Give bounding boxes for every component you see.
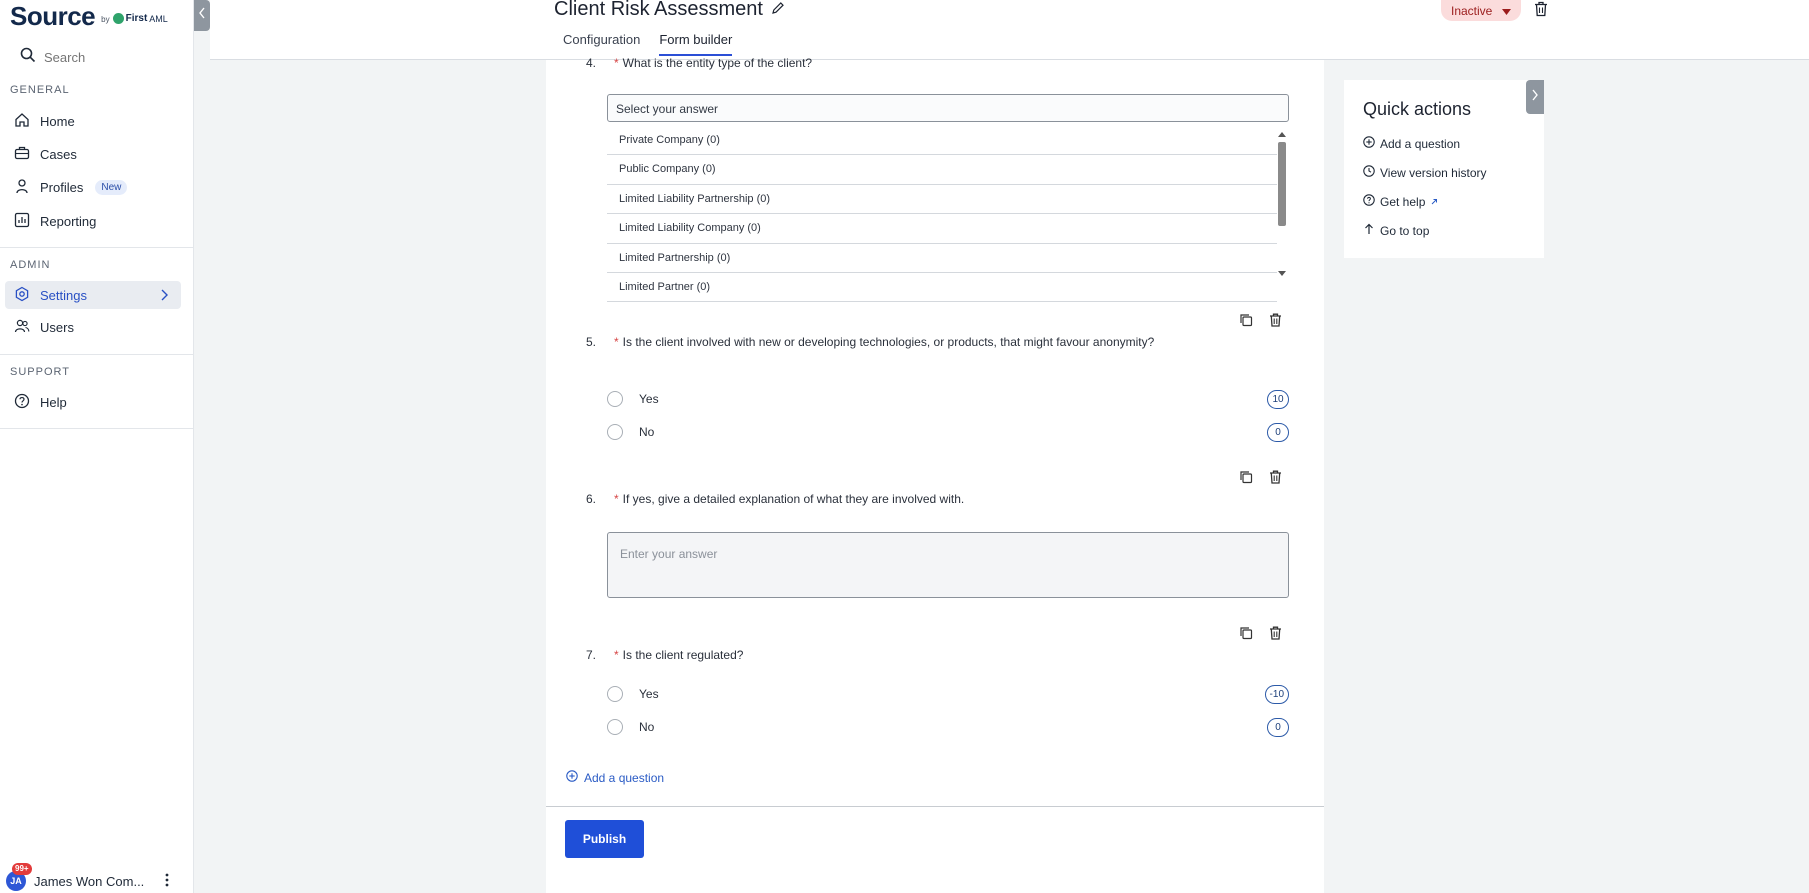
more-vertical-icon[interactable] [164, 872, 170, 893]
question-7-header [586, 648, 743, 662]
quick-action-go-to-top[interactable] [1363, 223, 1429, 238]
brand-by: by [101, 15, 110, 24]
sidebar-item-help[interactable] [5, 388, 181, 416]
sidebar-divider [0, 428, 194, 429]
form-builder-card [546, 56, 1324, 893]
sidebar-item-settings[interactable] [5, 281, 181, 309]
list-item[interactable]: Limited Partnership (0) [607, 244, 1277, 273]
sidebar-item-label: Users [40, 319, 74, 335]
question-number: 7. [586, 648, 597, 662]
question-number: 6. [586, 492, 597, 506]
brand-mark-icon [113, 13, 124, 24]
search-icon [20, 47, 36, 68]
score-badge[interactable]: -10 [1265, 685, 1289, 704]
tab-bar [563, 32, 732, 56]
sidebar-item-label: Profiles [40, 179, 84, 195]
score-badge[interactable]: 10 [1267, 390, 1289, 409]
sidebar-item-profiles[interactable] [5, 173, 181, 201]
quick-action-add-question[interactable] [1363, 136, 1460, 151]
footer-divider [546, 806, 1324, 807]
score-badge[interactable]: 0 [1267, 718, 1289, 737]
radio-no[interactable] [607, 424, 623, 440]
chart-icon [14, 212, 30, 231]
options-scrollbar[interactable] [1275, 128, 1289, 280]
brand-sub: First [125, 13, 148, 24]
sidebar-item-label: Home [40, 113, 75, 129]
question-number: 4. [586, 56, 597, 70]
delete-icon[interactable] [1266, 624, 1284, 642]
sidebar-item-label: Help [40, 394, 67, 410]
quick-action-label: Get help [1380, 194, 1426, 209]
sidebar-item-cases[interactable] [5, 140, 181, 168]
answer-label: No [639, 425, 655, 439]
required-mark: * [614, 492, 619, 506]
delete-icon[interactable] [1266, 468, 1284, 486]
question-number: 5. [586, 335, 597, 349]
edit-pencil-icon[interactable] [771, 0, 785, 21]
add-question-label: Add a question [584, 770, 665, 785]
help-circle-icon [1363, 194, 1375, 209]
question-label: Is the client regulated? [622, 648, 744, 662]
page-header [210, 0, 1809, 60]
answer-label: Yes [639, 392, 659, 406]
tab-form-builder[interactable]: Form builder [659, 32, 732, 56]
briefcase-icon [14, 145, 30, 164]
tab-configuration[interactable]: Configuration [563, 32, 641, 47]
arrow-up-icon [1363, 223, 1375, 238]
question-text [614, 56, 812, 70]
sidebar-item-reporting[interactable] [5, 207, 181, 235]
notification-badge: 99+ [12, 863, 32, 875]
question-5-header [586, 335, 1154, 349]
chevron-left-icon [197, 6, 207, 25]
answer-yes-row[interactable] [607, 389, 1289, 409]
brand-sub2: AML [149, 14, 168, 24]
section-general: GENERAL [10, 84, 70, 96]
plus-circle-icon [1363, 136, 1375, 151]
sidebar-item-label: Cases [40, 146, 77, 162]
radio-yes[interactable] [607, 686, 623, 702]
publish-button[interactable]: Publish [565, 820, 644, 858]
required-mark: * [614, 335, 619, 349]
required-mark: * [614, 56, 619, 70]
add-question-link[interactable] [566, 770, 664, 785]
avatar[interactable] [6, 864, 29, 891]
status-badge: Inactive [1451, 3, 1493, 18]
entity-type-select[interactable]: Select your answer [607, 94, 1289, 122]
home-icon [14, 112, 30, 131]
user-name: James Won Com... [34, 873, 145, 889]
collapse-sidebar-button[interactable] [194, 0, 210, 31]
users-icon [14, 318, 30, 337]
copy-icon[interactable] [1237, 468, 1255, 486]
sidebar-divider [0, 247, 194, 248]
quick-actions-panel [1344, 80, 1544, 258]
quick-action-label: Go to top [1380, 223, 1430, 238]
answer-no-row[interactable] [607, 422, 1289, 442]
quick-action-get-help[interactable] [1363, 194, 1438, 209]
status-dropdown[interactable] [1441, 0, 1521, 21]
new-badge: New [95, 180, 127, 195]
delete-icon[interactable] [1266, 311, 1284, 329]
radio-no[interactable] [607, 719, 623, 735]
chevron-right-icon [1530, 88, 1540, 107]
sidebar-item-home[interactable] [5, 107, 181, 135]
question-label: If yes, give a detailed explanation of what they are involved with. [622, 492, 965, 506]
person-icon [14, 178, 30, 197]
copy-icon[interactable] [1237, 311, 1255, 329]
settings-icon [14, 286, 30, 305]
answer-no-row[interactable] [607, 717, 1289, 737]
question-text [614, 648, 743, 662]
search-input[interactable] [44, 50, 184, 65]
page-title-row [554, 0, 785, 21]
list-item[interactable]: Public Company (0) [607, 155, 1277, 184]
entity-type-options [607, 126, 1277, 293]
help-icon [14, 393, 30, 412]
avatar-initials: JA [10, 876, 22, 886]
question-6-header [586, 492, 964, 506]
answer-label: No [639, 720, 655, 734]
caret-down-icon [1502, 4, 1511, 18]
quick-action-label: View version history [1380, 165, 1487, 180]
sidebar-item-users[interactable] [5, 313, 181, 341]
history-icon [1363, 165, 1375, 180]
explanation-textarea[interactable]: Enter your answer [607, 532, 1289, 598]
brand-name: Source [10, 1, 96, 31]
list-item[interactable]: Private Company (0) [607, 126, 1277, 155]
radio-yes[interactable] [607, 391, 623, 407]
user-menu[interactable] [6, 864, 184, 892]
question-label: Is the client involved with new or developing technologies, or products, that might favour anonymity? [622, 335, 1155, 349]
section-support: SUPPORT [10, 366, 70, 378]
answer-yes-row[interactable] [607, 684, 1289, 704]
scrollbar-thumb[interactable] [1278, 142, 1286, 226]
search-bar[interactable] [20, 47, 184, 68]
brand-logo[interactable] [10, 2, 168, 30]
question-label: What is the entity type of the client? [622, 56, 813, 70]
answer-label: Yes [639, 687, 659, 701]
chevron-right-icon [157, 287, 171, 306]
plus-circle-icon [566, 770, 578, 785]
sidebar-divider [0, 354, 194, 355]
delete-form-icon[interactable] [1534, 1, 1548, 22]
external-link-icon [1430, 195, 1438, 209]
list-item[interactable]: Limited Liability Company (0) [607, 214, 1277, 243]
question-4-header [586, 56, 812, 70]
list-item[interactable]: Limited Liability Partnership (0) [607, 185, 1277, 214]
question-text [614, 335, 1154, 349]
page-title: Client Risk Assessment [554, 0, 763, 20]
required-mark: * [614, 648, 619, 662]
score-badge[interactable]: 0 [1267, 423, 1289, 442]
quick-actions-title: Quick actions [1363, 99, 1472, 119]
sidebar [0, 0, 194, 893]
copy-icon[interactable] [1237, 624, 1255, 642]
sidebar-item-label: Reporting [40, 213, 97, 229]
quick-action-label: Add a question [1380, 136, 1461, 151]
list-item[interactable]: Limited Partner (0) [607, 273, 1277, 302]
question-text [614, 492, 964, 506]
sidebar-item-label: Settings [40, 287, 87, 303]
section-admin: ADMIN [10, 259, 51, 271]
quick-action-version-history[interactable] [1363, 165, 1487, 180]
collapse-quick-actions-button[interactable] [1526, 80, 1544, 114]
